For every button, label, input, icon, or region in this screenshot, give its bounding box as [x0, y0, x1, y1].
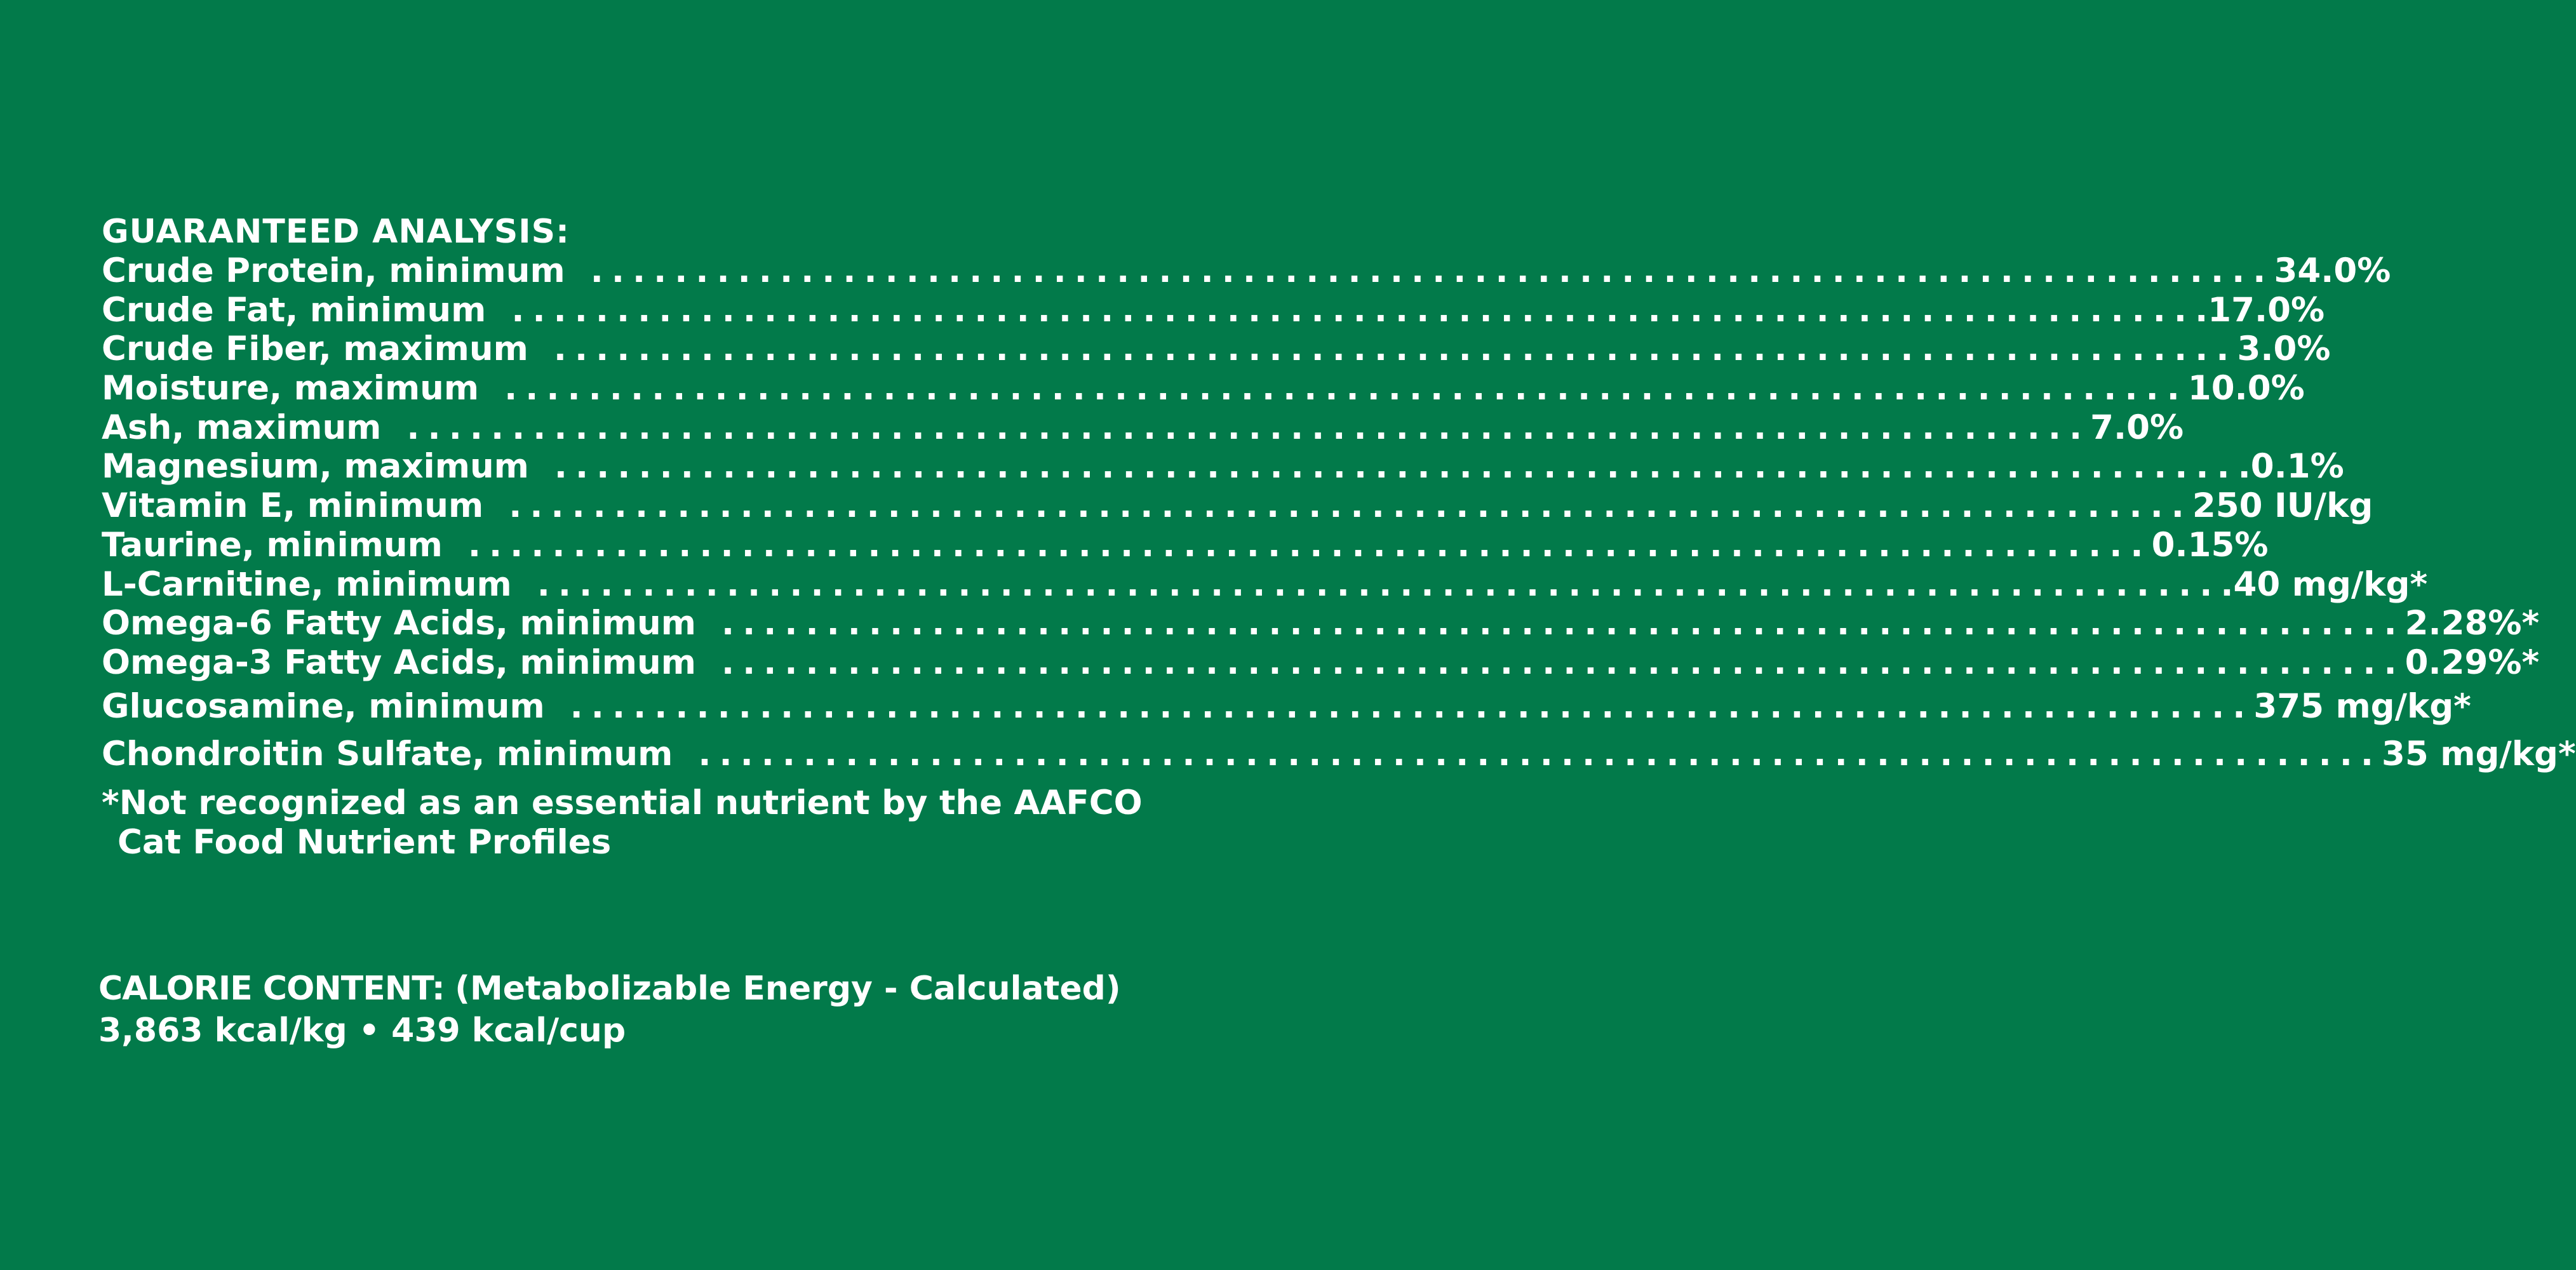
dot-leader: ................................................................................ [467, 525, 2152, 565]
nutrient-row [102, 730, 2576, 779]
dot-leader: ................................................................................ [721, 604, 2405, 643]
guaranteed-analysis-panel [102, 212, 2576, 862]
nutrient-value: 10.0% [2187, 369, 2305, 408]
nutrient-label: Crude Fiber, maximum [102, 330, 528, 369]
nutrient-value: 250 IU/kg [2192, 486, 2373, 526]
dot-leader: ................................................................................ [721, 643, 2405, 682]
dot-leader: ................................................................................ [537, 565, 2221, 604]
nutrient-row [102, 643, 2540, 683]
nutrient-list [102, 251, 2576, 779]
dot-leader: ................................................................................ [509, 486, 2192, 526]
footnote-line-2: Cat Food Nutrient Profiles [117, 822, 612, 862]
calorie-content-values: 3,863 kcal/kg • 439 kcal/cup [98, 1012, 626, 1050]
nutrient-value: 35 mg/kg* [2382, 735, 2576, 774]
dot-leader: ................................................................................ [504, 369, 2188, 408]
dot-leader: ................................................................................ [554, 447, 2238, 486]
footnote-line-1: *Not recognized as an essential nutrient by the AAFCO [102, 783, 1143, 822]
nutrient-row [102, 290, 2325, 330]
nutrient-value: .0.1% [2237, 447, 2344, 486]
nutrient-label: Ash, maximum [102, 408, 382, 447]
nutrient-row [102, 369, 2305, 408]
nutrient-value: 34.0% [2274, 251, 2391, 290]
nutrient-label: Moisture, maximum [102, 369, 480, 408]
nutrient-label: Omega-6 Fatty Acids, minimum [102, 604, 696, 643]
nutrient-label: Omega-3 Fatty Acids, minimum [102, 643, 696, 682]
nutrient-row [102, 447, 2344, 486]
nutrient-label: Chondroitin Sulfate, minimum [102, 735, 673, 774]
nutrient-label: Magnesium, maximum [102, 447, 529, 486]
dot-leader: ................................................................................ [570, 686, 2254, 726]
nutrient-row [102, 565, 2428, 605]
nutrient-label: Crude Fat, minimum [102, 290, 486, 330]
nutrient-value: .40 mg/kg* [2220, 565, 2428, 604]
nutrient-label: Taurine, minimum [102, 525, 443, 565]
nutrient-row [102, 486, 2373, 526]
nutrient-value: 3.0% [2237, 330, 2331, 369]
nutrient-row [102, 683, 2471, 731]
nutrient-row [102, 330, 2331, 369]
dot-leader: ................................................................................ [406, 408, 2091, 447]
dot-leader: ................................................................................ [553, 330, 2237, 369]
nutrient-label: Glucosamine, minimum [102, 686, 545, 726]
nutrient-value: 0.15% [2151, 525, 2269, 565]
dot-leader: ................................................................................ [698, 735, 2382, 774]
calorie-content-note: (Metabolizable Energy - Calculated) [455, 970, 1121, 1008]
nutrient-value: 7.0% [2090, 408, 2184, 447]
nutrient-value: 0.29%* [2405, 643, 2540, 682]
footnote [102, 784, 1190, 862]
nutrient-row [102, 604, 2540, 643]
dot-leader: ................................................................................ [511, 290, 2196, 330]
nutrient-row [102, 408, 2184, 448]
nutrient-value: 375 mg/kg* [2253, 686, 2471, 726]
nutrient-label: Crude Protein, minimum [102, 251, 565, 290]
calorie-content-section [98, 968, 1216, 1052]
guaranteed-analysis-heading: GUARANTEED ANALYSIS: [102, 213, 570, 251]
nutrient-row [102, 525, 2269, 565]
nutrient-label: L-Carnitine, minimum [102, 565, 512, 604]
calorie-content-header [98, 968, 1216, 1010]
nutrient-value: .17.0% [2195, 290, 2325, 330]
nutrient-row [102, 251, 2391, 291]
nutrient-value: 2.28%* [2405, 604, 2540, 643]
calorie-content-heading: CALORIE CONTENT: [98, 970, 445, 1008]
dot-leader: ................................................................................ [590, 251, 2274, 290]
nutrient-label: Vitamin E, minimum [102, 486, 484, 526]
